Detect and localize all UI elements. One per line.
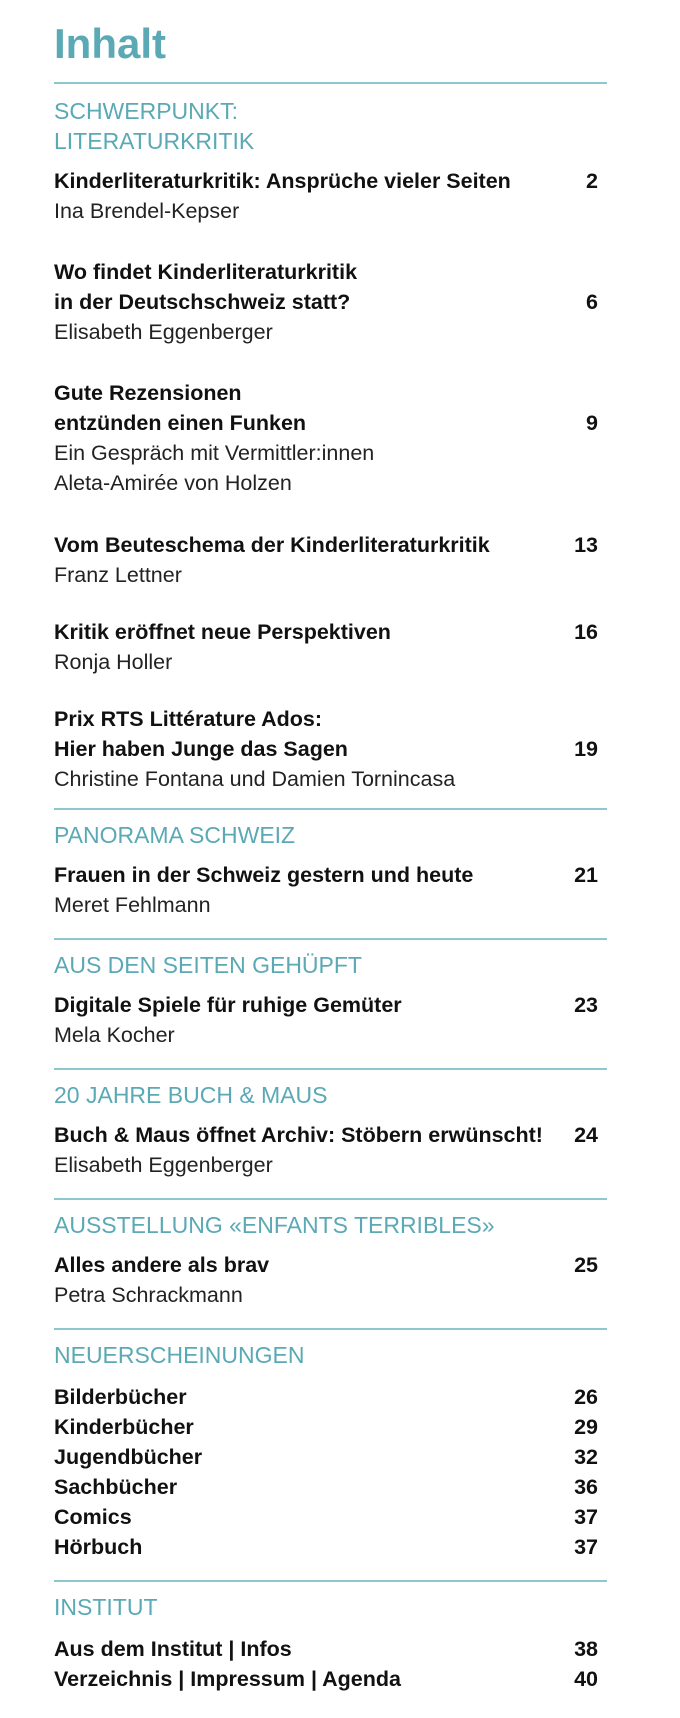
entry-author: Petra Schrackmann xyxy=(54,1283,243,1307)
page-number: 36 xyxy=(574,1475,598,1499)
toc-entry[interactable] xyxy=(54,1120,602,1180)
entry-title: Comics xyxy=(54,1505,132,1529)
section-heading: AUS DEN SEITEN GEHÜPFT xyxy=(54,952,362,978)
entry-title: Jugendbücher xyxy=(54,1445,203,1469)
page-number: 24 xyxy=(574,1123,598,1147)
entry-author: Aleta-Amirée von Holzen xyxy=(54,471,292,495)
entry-title: Wo findet Kinderliteraturkritik xyxy=(54,260,358,284)
entry-author: Meret Fehlmann xyxy=(54,893,211,917)
section-heading: INSTITUT xyxy=(54,1594,158,1620)
section-heading: AUSSTELLUNG «ENFANTS TERRIBLES» xyxy=(54,1212,495,1238)
toc-entry[interactable] xyxy=(54,1664,602,1694)
toc-entry[interactable] xyxy=(54,1442,602,1472)
toc-entry[interactable] xyxy=(54,1412,602,1442)
entry-author: Ein Gespräch mit Vermittler:innen xyxy=(54,441,375,465)
section-heading: PANORAMA SCHWEIZ xyxy=(54,822,296,848)
page-number: 29 xyxy=(574,1415,598,1439)
entry-title: Buch & Maus öffnet Archiv: Stöbern erwünscht! xyxy=(54,1123,543,1147)
entry-author: Elisabeth Eggenberger xyxy=(54,1153,273,1177)
toc-entry[interactable] xyxy=(54,1472,602,1502)
page-number: 40 xyxy=(574,1667,598,1691)
section-heading: SCHWERPUNKT: LITERATURKRITIK xyxy=(54,98,255,154)
page-number: 13 xyxy=(574,533,598,557)
toc-entry[interactable] xyxy=(54,166,602,226)
entry-author: Ina Brendel-Kepser xyxy=(54,199,240,223)
entry-author: Christine Fontana und Damien Tornincasa xyxy=(54,767,456,791)
page-number: 2 xyxy=(586,169,598,193)
section-divider xyxy=(54,1328,607,1330)
page-number: 26 xyxy=(574,1385,598,1409)
section-divider xyxy=(54,1198,607,1200)
entry-title: Kinderliteraturkritik: Ansprüche vieler Seiten xyxy=(54,169,511,193)
page-number: 19 xyxy=(574,737,598,761)
toc-entry[interactable] xyxy=(54,1634,602,1664)
entry-title: Frauen in der Schweiz gestern und heute xyxy=(54,863,474,887)
entry-title: Kinderbücher xyxy=(54,1415,194,1439)
section-divider xyxy=(54,808,607,810)
entry-title: Gute Rezensionen xyxy=(54,381,242,405)
toc-entry[interactable] xyxy=(54,617,602,677)
entry-title: Kritik eröffnet neue Perspektiven xyxy=(54,620,391,644)
entry-title: Prix RTS Littérature Ados: xyxy=(54,707,322,731)
section-heading: 20 JAHRE BUCH & MAUS xyxy=(54,1082,328,1108)
entry-title: Sachbücher xyxy=(54,1475,178,1499)
section-divider xyxy=(54,1580,607,1582)
section-divider xyxy=(54,1068,607,1070)
toc-entry[interactable] xyxy=(54,1502,602,1532)
toc-entry[interactable] xyxy=(54,1532,602,1562)
page-number: 32 xyxy=(574,1445,598,1469)
entry-title: Verzeichnis | Impressum | Agenda xyxy=(54,1667,401,1691)
toc-entry[interactable] xyxy=(54,530,602,590)
page-number: 21 xyxy=(574,863,598,887)
entry-author: Mela Kocher xyxy=(54,1023,175,1047)
page-number: 16 xyxy=(574,620,598,644)
page-title: Inhalt xyxy=(54,20,166,67)
entry-title: Hörbuch xyxy=(54,1535,143,1559)
entry-title: Hier haben Junge das Sagen xyxy=(54,737,348,761)
entry-author: Franz Lettner xyxy=(54,563,182,587)
entry-author: Elisabeth Eggenberger xyxy=(54,320,273,344)
section-divider xyxy=(54,938,607,940)
toc-entry[interactable] xyxy=(54,990,602,1050)
entry-title: in der Deutschschweiz statt? xyxy=(54,290,351,314)
page-number: 37 xyxy=(574,1535,598,1559)
page-number: 38 xyxy=(574,1637,598,1661)
toc-entry[interactable] xyxy=(54,257,602,347)
section-heading: NEUERSCHEINUNGEN xyxy=(54,1342,305,1368)
page-number: 25 xyxy=(574,1253,598,1277)
page-number: 23 xyxy=(574,993,598,1017)
entry-author: Ronja Holler xyxy=(54,650,173,674)
toc-entry[interactable] xyxy=(54,1382,602,1412)
page-number: 37 xyxy=(574,1505,598,1529)
toc-entry[interactable] xyxy=(54,378,602,498)
entry-title: Alles andere als brav xyxy=(54,1253,270,1277)
entry-title: Bilderbücher xyxy=(54,1385,187,1409)
entry-title: entzünden einen Funken xyxy=(54,411,307,435)
entry-title: Vom Beuteschema der Kinderliteraturkritik xyxy=(54,533,490,557)
toc-entry[interactable] xyxy=(54,860,602,920)
toc-entry[interactable] xyxy=(54,1250,602,1310)
section-divider xyxy=(54,82,607,84)
page-number: 9 xyxy=(586,411,598,435)
toc-entry[interactable] xyxy=(54,704,602,794)
page-number: 6 xyxy=(586,290,598,314)
entry-title: Digitale Spiele für ruhige Gemüter xyxy=(54,993,402,1017)
entry-title: Aus dem Institut | Infos xyxy=(54,1637,292,1661)
